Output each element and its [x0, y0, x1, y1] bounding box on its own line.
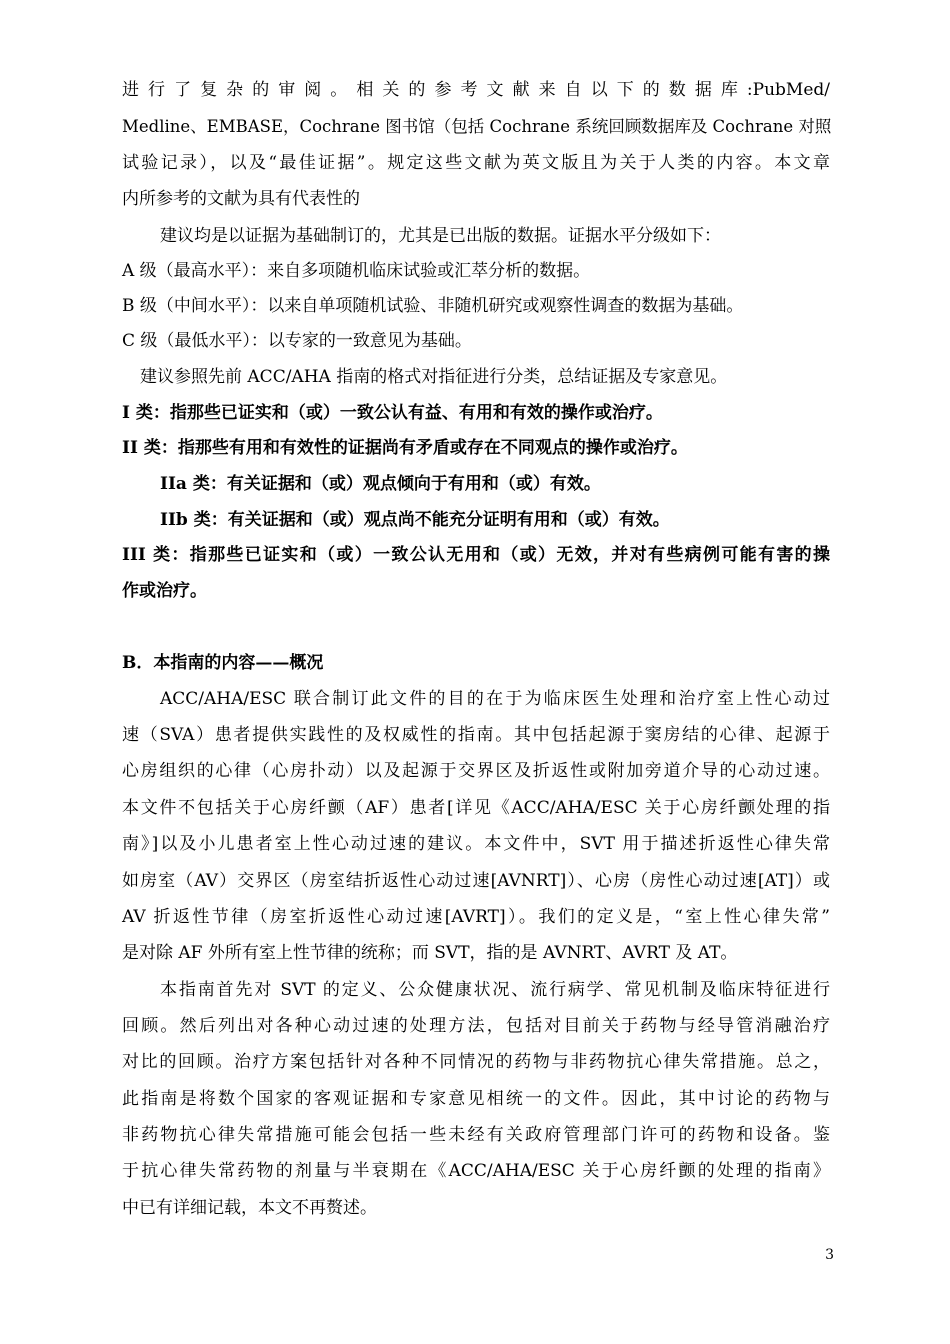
text-line: 非药物抗心律失常措施可能会包括一些未经有关政府管理部门许可的药物和设备。鉴 [122, 1125, 830, 1145]
text-line: 速（SVA）患者提供实践性的及权威性的指南。其中包括起源于窦房结的心律、起源于 [122, 725, 830, 745]
class-ii: II 类：指那些有用和有效性的证据尚有矛盾或存在不同观点的操作或治疗。 [122, 438, 688, 458]
text-line: 回顾。然后列出对各种心动过速的处理方法，包括对目前关于药物与经导管消融治疗 [122, 1016, 830, 1036]
evidence-level-b: B 级（中间水平）：以来自单项随机试验、非随机研究或观察性调查的数据为基础。 [122, 296, 744, 316]
text-line: 建议参照先前 ACC/AHA 指南的格式对指征进行分类，总结证据及专家意见。 [140, 367, 728, 387]
text-line: 进 行 了 复 杂 的 审 阅 。 相 关 的 参 考 文 献 来 自 以 下 的 数 据 库 :PubMed/ [122, 80, 830, 100]
class-iii-cont: 作或治疗。 [122, 581, 207, 601]
text-line: 此指南是将数个国家的客观证据和专家意见相统一的文件。因此，其中讨论的药物与 [122, 1089, 830, 1109]
text-line: 内所参考的文献为具有代表性的 [122, 189, 360, 209]
text-line: 是对除 AF 外所有室上性节律的统称；而 SVT，指的是 AVNRT、AVRT 及 AT。 [122, 943, 738, 963]
text-line: Medline、EMBASE，Cochrane 图书馆（包括 Cochrane 系统回顾数据库及 Cochrane 对照 [122, 117, 832, 136]
class-iia: IIa 类：有关证据和（或）观点倾向于有用和（或）有效。 [160, 474, 601, 494]
text-line: 本指南首先对 SVT 的定义、公众健康状况、流行病学、常见机制及临床特征进行 [160, 980, 830, 1000]
text-line: AV 折返性节律（房室折返性心动过速[AVRT]）。我们的定义是，“室上性心律失常” [122, 907, 830, 927]
class-iii: III 类：指那些已证实和（或）一致公认无用和（或）无效，并对有些病例可能有害的操 [122, 545, 830, 565]
text-line: 建议均是以证据为基础制订的，尤其是已出版的数据。证据水平分级如下： [160, 226, 721, 246]
text-line: 对比的回顾。治疗方案包括针对各种不同情况的药物与非药物抗心律失常措施。总之， [122, 1052, 830, 1072]
class-iib: IIb 类：有关证据和（或）观点尚不能充分证明有用和（或）有效。 [160, 510, 670, 530]
text-line: 试验记录），以及“最佳证据”。规定这些文献为英文版且为关于人类的内容。本文章 [122, 153, 830, 173]
text-line: 心房组织的心律（心房扑动）以及起源于交界区及折返性或附加旁道介导的心动过速。 [122, 761, 830, 781]
text-line: 于抗心律失常药物的剂量与半衰期在《ACC/AHA/ESC 关于心房纤颤的处理的指南》 [122, 1161, 830, 1181]
evidence-level-a: A 级（最高水平）：来自多项随机临床试验或汇萃分析的数据。 [122, 261, 591, 281]
text-line: 南》]以及小儿患者室上性心动过速的建议。本文件中，SVT 用于描述折返性心律失常 [122, 834, 830, 854]
section-heading: B．本指南的内容——概况 [122, 653, 324, 673]
text-line: 如房室（AV）交界区（房室结折返性心动过速[AVNRT]）、心房（房性心动过速[AT]）或 [122, 871, 830, 891]
page-number: 3 [825, 1247, 834, 1263]
evidence-level-c: C 级（最低水平）：以专家的一致意见为基础。 [122, 331, 472, 351]
text-line: 中已有详细记载，本文不再赘述。 [122, 1198, 377, 1218]
text-line: ACC/AHA/ESC 联合制订此文件的目的在于为临床医生处理和治疗室上性心动过 [160, 689, 830, 709]
class-i: I 类：指那些已证实和（或）一致公认有益、有用和有效的操作或治疗。 [122, 403, 663, 423]
text-line: 本文件不包括关于心房纤颤（AF）患者[详见《ACC/AHA/ESC 关于心房纤颤处理的指 [122, 798, 830, 818]
